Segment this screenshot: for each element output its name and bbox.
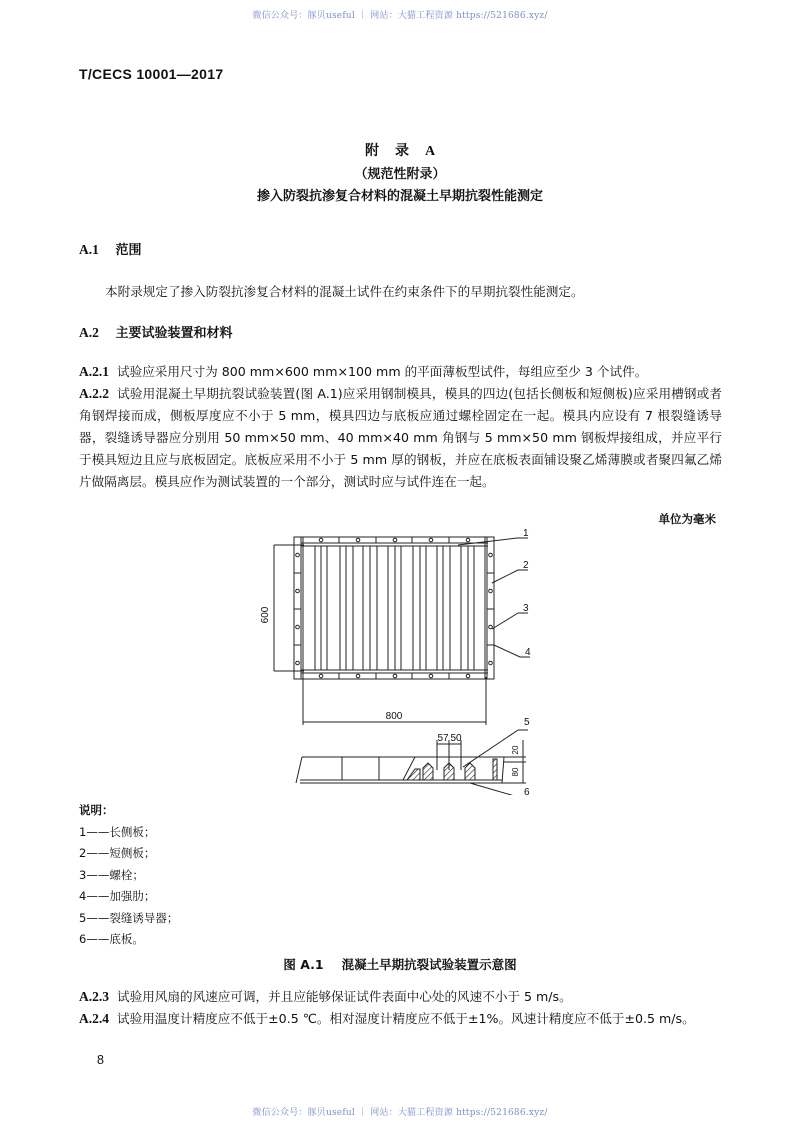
test-mold-drawing [260,525,560,795]
appendix-heading [0,140,800,160]
legend-item: 6——底板。 [79,932,144,946]
clause-text: 试验用混凝土早期抗裂试验装置(图 A.1)应采用钢制模具，模具的四边(包括长侧板和短侧板)应采用槽钢或者角钢焊接而成，侧板厚度应不小于 5 mm，模具四边与底板应通过螺栓固定在一起。模具内应设有 7 根裂缝诱导器，裂缝诱导器应分别用 50 mm×50 mm、40 mm×40 mm 角钢与 5 mm×50 mm 钢板焊接组成，并应平行于模具短边且应与底板固定。底板应采用不小于 5 mm 厚的钢板，并应在底板表面铺设聚乙烯薄膜或者聚四氟乙烯片做隔离层。模具应作为测试装置的一个部分，测试时应与试件连在一起。 [79,386,722,489]
callout-6: 6 [524,787,530,795]
section-a2-heading [79,322,233,341]
clause-text: 试验用风扇的风速应可调，并且应能够保证试件表面中心处的风速不小于 5 m/s。 [117,989,572,1004]
watermark-top: 微信公众号：豚贝useful ｜ 网站：大猫工程资源 https://521686.xyz/ [252,11,548,21]
watermark-bottom: 微信公众号：豚贝useful ｜ 网站：大猫工程资源 https://521686.xyz/ [252,1108,548,1118]
legend-item: 3——螺栓； [79,867,144,882]
clause-a23 [79,986,722,1008]
appendix-normative: （规范性附录） [354,167,446,182]
legend-item: 4——加强肋； [79,889,156,903]
callout-2: 2 [523,560,529,571]
legend-title: 说明： [79,803,114,817]
callout-1: 1 [523,528,529,539]
dimension-20: 20 [511,745,520,755]
dimension-57: 57 [437,733,449,744]
legend-item: 2——短侧板； [79,846,156,860]
appendix-title: 掺入防裂抗渗复合材料的混凝土早期抗裂性能测定 [256,189,543,204]
appendix-label-2: 录 [394,143,409,159]
section-title: 主要试验装置和材料 [115,326,233,341]
callout-5: 5 [524,717,530,728]
clause-number: A.2.4 [79,1011,109,1026]
unit-note: 单位为毫米 [658,512,716,526]
figure-caption [0,955,800,973]
standard-number: T/CECS 10001—2017 [79,66,224,82]
clause-a24 [79,1008,722,1030]
page-number: 8 [97,1053,104,1067]
section-number: A.1 [79,242,99,257]
caption-number: 图 A.1 [283,957,324,972]
dimension-600: 600 [260,606,271,624]
legend-item: 5——裂缝诱导器； [79,910,179,925]
callout-4: 4 [525,647,531,658]
legend-item: 1——长侧板； [79,824,156,839]
clause-a22 [79,383,722,493]
clause-number: A.2.2 [79,386,109,401]
appendix-label-1: 附 [364,143,379,159]
section-a1-heading [79,239,142,258]
dimension-800: 800 [385,711,403,722]
clause-text: 试验用温度计精度应不低于±0.5 ℃。相对湿度计精度应不低于±1%。风速计精度应不低于±0.5 m/s。 [117,1011,695,1026]
clause-text: 试验应采用尺寸为 800 mm×600 mm×100 mm 的平面薄板型试件，每组应至少 3 个试件。 [117,364,648,379]
dimension-50: 50 [450,733,462,744]
clause-number: A.2.3 [79,989,109,1004]
figure-legend [79,800,178,951]
section-a1-text: 本附录规定了掺入防裂抗渗复合材料的混凝土试件在约束条件下的早期抗裂性能测定。 [105,284,584,299]
dimension-80: 80 [511,767,520,777]
clause-a21 [79,361,722,383]
section-number: A.2 [79,325,99,340]
clause-number: A.2.1 [79,364,109,379]
callout-3: 3 [523,603,529,614]
figure-a1-diagram [260,525,560,799]
section-title: 范围 [115,243,142,258]
caption-title: 混凝土早期抗裂试验装置示意图 [341,957,517,972]
appendix-label-3: A [424,144,436,159]
